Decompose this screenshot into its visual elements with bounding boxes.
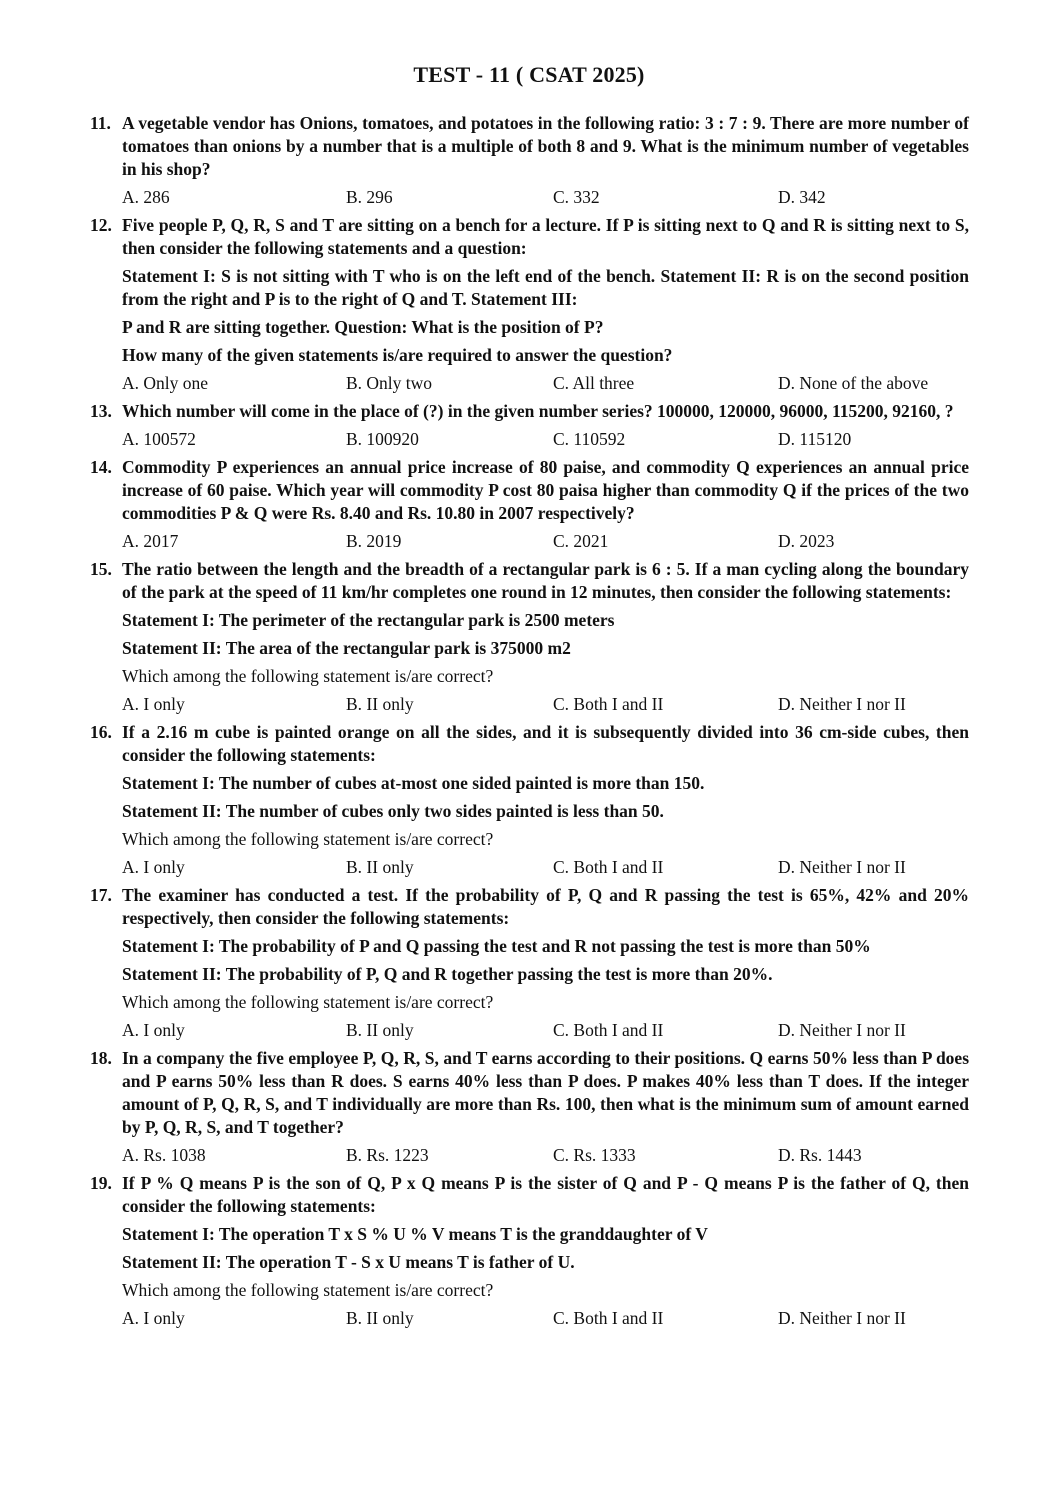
option-b: B. II only <box>346 1020 414 1040</box>
question-number: 14. <box>90 457 112 477</box>
question-stem: The examiner has conducted a test. If the probability of P, Q and R passing the test is 65%, 42% and 20% respectively, then consider the following statements: <box>122 885 969 928</box>
statement: Statement I: The number of cubes at-most one sided painted is more than 150. <box>122 773 705 793</box>
option-b: B. Rs. 1223 <box>346 1145 429 1165</box>
option-a: A. Only one <box>122 373 209 393</box>
answer-options <box>122 1019 969 1042</box>
question-16 <box>90 721 969 879</box>
question-number: 13. <box>90 401 112 421</box>
option-b: B. 100920 <box>346 429 419 449</box>
question-stem: If P % Q means P is the son of Q, P x Q means P is the sister of Q and P - Q means P is the father of Q, then consider the following statements: <box>122 1173 969 1216</box>
question-number: 17. <box>90 885 112 905</box>
question-18 <box>90 1047 969 1167</box>
option-d: D. Neither I nor II <box>778 694 906 714</box>
question-11 <box>90 112 969 209</box>
statement: Statement I: The operation T x S % U % V means T is the granddaughter of V <box>122 1224 708 1244</box>
answer-options <box>122 1144 969 1167</box>
option-c: C. 110592 <box>553 429 626 449</box>
question-prompt: How many of the given statements is/are required to answer the question? <box>122 345 673 365</box>
option-a: A. Rs. 1038 <box>122 1145 206 1165</box>
question-stem: Five people P, Q, R, S and T are sitting on a bench for a lecture. If P is sitting next to Q and R is sitting next to S, then consider the following statements and a question: <box>122 215 969 258</box>
question-17 <box>90 884 969 1042</box>
option-c: C. 332 <box>553 187 600 207</box>
question-prompt: P and R are sitting together. Question: What is the position of P? <box>122 317 604 337</box>
question-stem: A vegetable vendor has Onions, tomatoes, and potatoes in the following ratio: 3 : 7 : 9. There are more number of tomatoes than onions by a number that is a multiple of both 8 and 9. What is the minimum number of vegetables in his shop? <box>122 113 969 179</box>
option-a: A. I only <box>122 857 185 877</box>
answer-options <box>122 186 969 209</box>
question-prompt: Which among the following statement is/are correct? <box>122 1280 494 1300</box>
option-d: D. Neither I nor II <box>778 1020 906 1040</box>
option-a: A. 2017 <box>122 531 179 551</box>
option-c: C. Both I and II <box>553 857 664 877</box>
option-b: B. II only <box>346 857 414 877</box>
question-13 <box>90 400 969 451</box>
option-a: A. I only <box>122 1020 185 1040</box>
option-b: B. 296 <box>346 187 393 207</box>
question-prompt: Which among the following statement is/are correct? <box>122 829 494 849</box>
question-list <box>90 112 969 1335</box>
option-c: C. Both I and II <box>553 694 664 714</box>
question-number: 12. <box>90 215 112 235</box>
answer-options <box>122 530 969 553</box>
option-d: D. None of the above <box>778 373 929 393</box>
option-c: C. 2021 <box>553 531 609 551</box>
option-a: A. 100572 <box>122 429 196 449</box>
question-12 <box>90 214 969 395</box>
question-15 <box>90 558 969 716</box>
option-b: B. II only <box>346 1308 414 1328</box>
question-prompt: Which among the following statement is/are correct? <box>122 992 494 1012</box>
statement: Statement I: The probability of P and Q passing the test and R not passing the test is more than 50% <box>122 936 871 956</box>
statement: Statement I: The perimeter of the rectangular park is 2500 meters <box>122 610 615 630</box>
question-number: 18. <box>90 1048 112 1068</box>
option-c: C. Rs. 1333 <box>553 1145 636 1165</box>
option-b: B. II only <box>346 694 414 714</box>
option-d: D. 115120 <box>778 429 852 449</box>
answer-options <box>122 693 969 716</box>
question-number: 11. <box>90 113 111 133</box>
option-c: C. Both I and II <box>553 1308 664 1328</box>
question-stem: Commodity P experiences an annual price increase of 80 paise, and commodity Q experiences an annual price increase of 60 paise. Which year will commodity P cost 80 paisa higher than commodity Q if the prices of the two commodities P & Q were Rs. 8.40 and Rs. 10.80 in 2007 respectively? <box>122 457 969 523</box>
option-b: B. 2019 <box>346 531 402 551</box>
question-19 <box>90 1172 969 1330</box>
option-d: D. Neither I nor II <box>778 857 906 877</box>
question-number: 19. <box>90 1173 112 1193</box>
question-stem: The ratio between the length and the breadth of a rectangular park is 6 : 5. If a man cycling along the boundary of the park at the speed of 11 km/hr completes one round in 12 minutes, then consider the following statements: <box>122 559 969 602</box>
statement: Statement II: The operation T - S x U means T is father of U. <box>122 1252 575 1272</box>
answer-options <box>122 856 969 879</box>
option-d: D. 342 <box>778 187 826 207</box>
option-b: B. Only two <box>346 373 433 393</box>
option-a: A. I only <box>122 1308 185 1328</box>
page-title: TEST - 11 ( CSAT 2025) <box>413 62 645 87</box>
option-d: D. Rs. 1443 <box>778 1145 862 1165</box>
option-a: A. 286 <box>122 187 170 207</box>
option-d: D. Neither I nor II <box>778 1308 906 1328</box>
question-14 <box>90 456 969 553</box>
statement: Statement I: S is not sitting with T who is on the left end of the bench. Statement II: R is on the second position from the right and P is to the right of Q and T. Statement III: <box>122 266 969 309</box>
question-prompt: Which among the following statement is/are correct? <box>122 666 494 686</box>
question-number: 16. <box>90 722 112 742</box>
statement: Statement II: The number of cubes only two sides painted is less than 50. <box>122 801 664 821</box>
answer-options <box>122 1307 969 1330</box>
statement: Statement II: The probability of P, Q and R together passing the test is more than 20%. <box>122 964 773 984</box>
question-stem: If a 2.16 m cube is painted orange on all the sides, and it is subsequently divided into 36 cm-side cubes, then consider the following statements: <box>122 722 969 765</box>
option-d: D. 2023 <box>778 531 835 551</box>
option-a: A. I only <box>122 694 185 714</box>
question-number: 15. <box>90 559 112 579</box>
answer-options <box>122 428 969 451</box>
option-c: C. Both I and II <box>553 1020 664 1040</box>
option-c: C. All three <box>553 373 635 393</box>
question-stem: In a company the five employee P, Q, R, S, and T earns according to their positions. Q earns 50% less than P does and P earns 50% less than R does. S earns 40% less than P does. P makes 40% less than T does. If the integer amount of P, Q, R, S, and T individually are more than Rs. 100, then what is the minimum sum of amount earned by P, Q, R, S, and T together? <box>122 1048 969 1137</box>
statement: Statement II: The area of the rectangular park is 375000 m2 <box>122 638 571 658</box>
question-stem: Which number will come in the place of (?) in the given number series? 100000, 120000, 96000, 115200, 92160, ? <box>122 401 954 421</box>
answer-options <box>122 372 969 395</box>
